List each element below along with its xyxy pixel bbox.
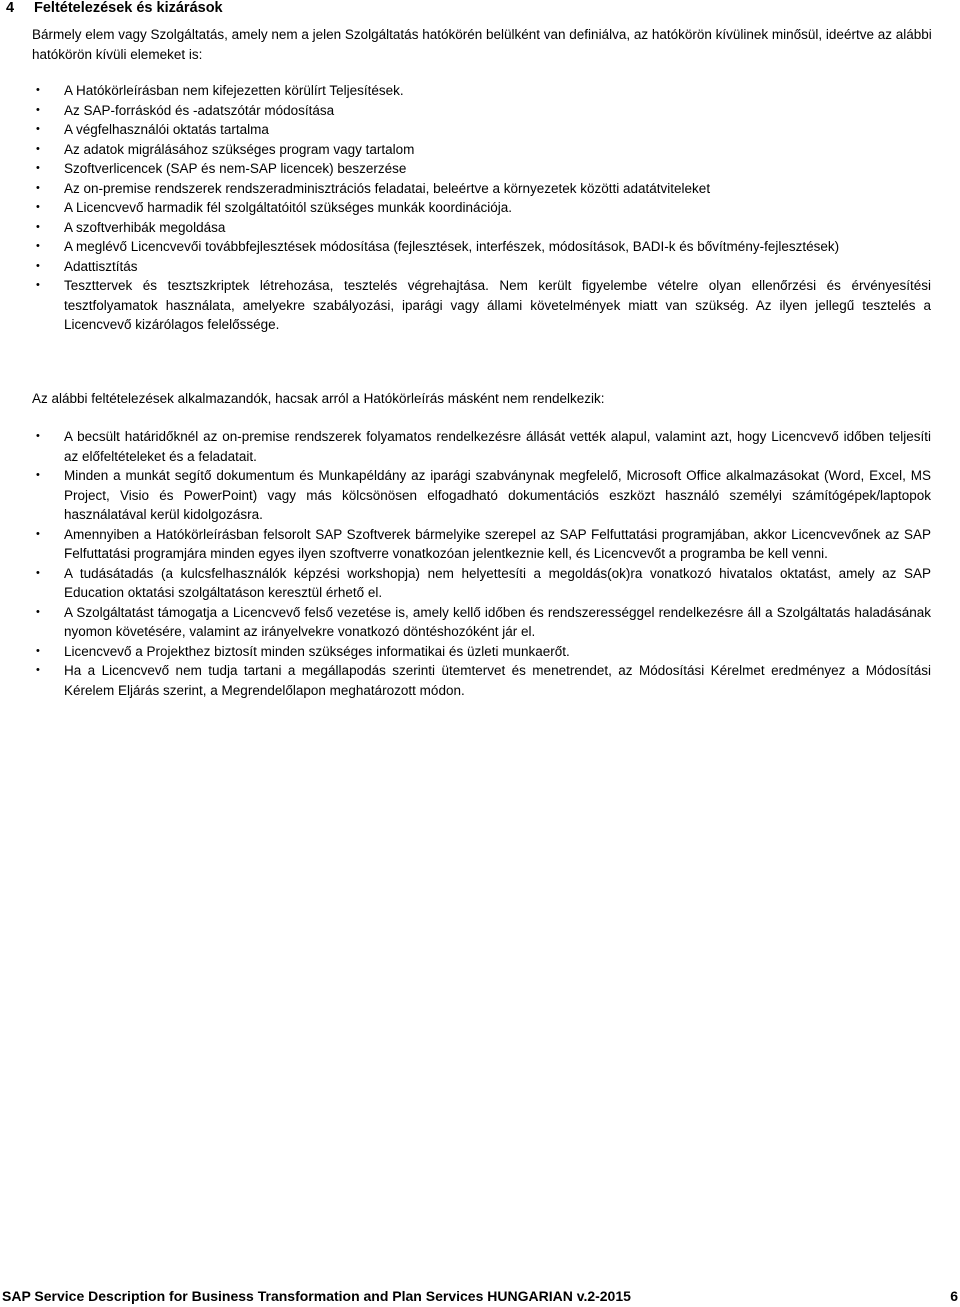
bullet-icon: • — [36, 181, 40, 194]
list-item-text: A Licencvevő harmadik fél szolgáltatóitól szükséges munkák koordinációja. — [64, 200, 512, 215]
page-number: 6 — [950, 1288, 958, 1304]
list-item — [0, 218, 931, 238]
assumptions-intro: Az alábbi feltételezések alkalmazandók, hacsak arról a Hatókörleírás másként nem rendelkezik: — [32, 391, 605, 406]
bullet-icon: • — [36, 240, 40, 252]
list-item — [0, 642, 931, 662]
bullet-icon: • — [36, 162, 40, 174]
list-item-text: A meglévő Licencvevői továbbfejlesztések módosítása (fejlesztések, interfészek, módosítások, BADI-k és bővítmény-fejlesztések) — [64, 239, 840, 254]
exclusions-list — [0, 81, 931, 335]
list-item-text: A végfelhasználói oktatás tartalma — [64, 122, 269, 137]
list-item — [0, 159, 931, 179]
section-title: Feltételezések és kizárások — [34, 0, 223, 16]
list-item — [0, 257, 931, 277]
list-item-text: Licencvevő a Projekthez biztosít minden szükséges informatikai és üzleti munkaerőt. — [64, 643, 570, 659]
list-item-text: A szoftverhibák megoldása — [64, 219, 226, 235]
list-item — [0, 427, 931, 466]
list-item — [0, 179, 931, 199]
bullet-icon: • — [36, 201, 40, 213]
assumptions-list — [0, 427, 931, 700]
bullet-icon: • — [36, 644, 40, 657]
bullet-icon: • — [36, 469, 40, 481]
list-item-text: Az on-premise rendszerek rendszeradminisztrációs feladatai, beleértve a környezetek közötti adatátviteleket — [64, 180, 711, 196]
list-item — [0, 564, 931, 603]
bullet-icon: • — [36, 664, 40, 676]
list-item-text: Adattisztítás — [64, 258, 138, 274]
bullet-icon: • — [36, 279, 40, 291]
bullet-icon: • — [36, 527, 40, 540]
section-heading — [6, 0, 223, 16]
list-item-text: A Szolgáltatást támogatja a Licencvevő felső vezetése is, amely kellő időben és rendszerességgel rendelkezésre áll a Szolgáltatás haladásának nyomon követésére, valamint az irányelvekre vonatkozó döntéshozóként jár el. — [64, 604, 931, 639]
list-item-text: A tudásátadás (a kulcsfelhasználók képzési workshopja) nem helyettesíti a megoldás(ok)ra vonatkozó hivatalos oktatást, amely az SAP Education oktatási szolgáltatáson keresztül érhető el. — [64, 565, 931, 600]
list-item-text: Teszttervek és tesztszkriptek létrehozása, tesztelés végrehajtása. Nem került figyelembe vételre olyan ellenőrzési és érvényesítési tesztfolyamatok használata, amelyekre szabályozási, iparági vagy állami követelmények miatt van szükség. Az ilyen jellegű tesztelés a Licencvevő kizárólagos felelőssége. — [64, 278, 931, 332]
list-item — [0, 198, 931, 218]
intro-paragraph: Bármely elem vagy Szolgáltatás, amely nem a jelen Szolgáltatás hatókörén belülként van definiálva, az hatókörön kívülinek minősül, ideértve az alábbi hatókörön kívüli elemeket is: — [32, 27, 932, 62]
list-item-text: Szoftverlicencek (SAP és nem-SAP licencek) beszerzése — [64, 161, 407, 176]
bullet-icon: • — [36, 430, 40, 442]
bullet-icon: • — [36, 103, 40, 116]
bullet-icon: • — [36, 566, 40, 579]
list-item-text: Minden a munkát segítő dokumentum és Munkapéldány az iparági szabványnak megfelelő, Microsoft Office alkalmazásokat (Word, Excel, MS Project, Visio és PowerPoint) vagy más kölcsönösen elfogadható dokumentációs eszközt használó személyi számítógépek/laptopok használatával kerül kidolgozásra. — [64, 468, 931, 522]
list-item-text: Ha a Licencvevő nem tudja tartani a megállapodás szerinti ütemtervet és menetrendet, az Módosítási Kérelmet eredményez a Módosítási Kérelem Eljárás szerint, a Megrendelőlapon meghatározott módon. — [64, 663, 931, 698]
list-item — [0, 525, 931, 564]
list-item-text: Amennyiben a Hatókörleírásban felsorolt SAP Szoftverek bármelyike szerepel az SAP Felfuttatási programjában, akkor Licencvevőnek az SAP Felfuttatási programjára minden egyes ilyen szoftverre vonatkozóan jelentkeznie kell, és Licencvevőt a programba be kell venni. — [64, 526, 931, 561]
list-item — [0, 237, 931, 257]
bullet-icon: • — [36, 142, 40, 155]
list-item-text: Az SAP-forráskód és -adatszótár módosítása — [64, 102, 335, 118]
bullet-icon: • — [36, 123, 40, 135]
bullet-icon: • — [36, 259, 40, 272]
bullet-icon: • — [36, 220, 40, 233]
list-item — [0, 140, 931, 160]
footer-title: SAP Service Description for Business Transformation and Plan Services HUNGARIAN v.2-2015 — [2, 1288, 631, 1304]
list-item — [0, 81, 931, 101]
section-number: 4 — [6, 0, 15, 16]
list-item — [0, 466, 931, 525]
list-item — [0, 101, 931, 121]
bullet-icon: • — [36, 605, 40, 618]
bullet-icon: • — [36, 84, 40, 96]
list-item-text: A Hatókörleírásban nem kifejezetten körülírt Teljesítések. — [64, 83, 404, 98]
list-item — [0, 603, 931, 642]
page-footer — [2, 1288, 958, 1304]
list-item — [0, 120, 931, 140]
list-item — [0, 276, 931, 335]
list-item-text: Az adatok migrálásához szükséges program vagy tartalom — [64, 141, 415, 157]
list-item-text: A becsült határidőknél az on-premise rendszerek folyamatos rendelkezésre állását vették alapul, valamint azt, hogy Licencvevő időben teljesíti az előfeltételeket és a feladatait. — [64, 429, 931, 464]
list-item — [0, 661, 931, 700]
